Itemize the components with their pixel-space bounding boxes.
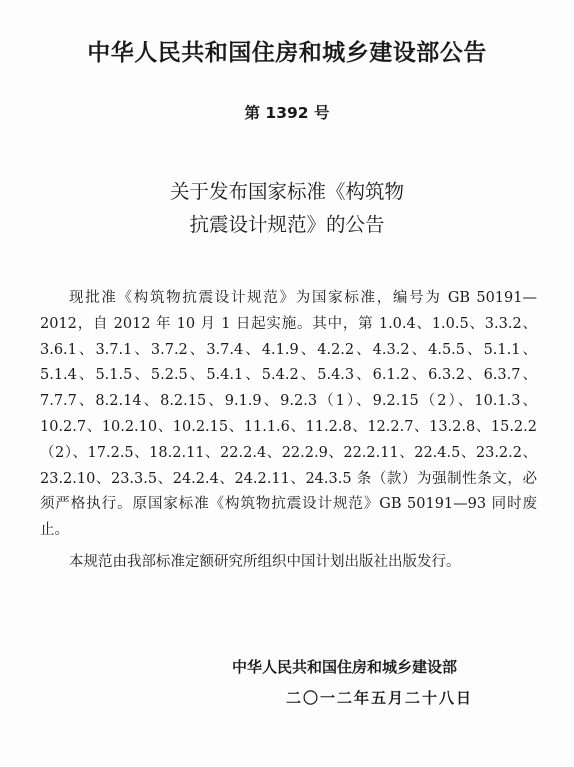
announcement-number: 第 1392 号 — [244, 104, 330, 122]
announcement-body — [40, 286, 537, 576]
issue-date: 二〇一二年五月二十八日 — [286, 689, 474, 707]
body-paragraph-1: 现批准《构筑物抗震设计规范》为国家标准，编号为 GB 50191—2012，自 2012 年 10 月 1 日起实施。其中，第 1.0.4、1.0.5、3.3.2、3.6.1、3.7.1、3.7.2、3.7.4、4.1.9、4.2.2、4.3.2、4.5.5、5.1.1、5.1.4、5.1.5、5.2.5、5.4.1、5.4.2、5.4.3、6.1.2、6.3.2、6.3.7、7.7.7、8.2.14、8.2.15、9.1.9、9.2.3（1）、9.2.15（2）、10.1.3、10.2.7、10.2.10、10.2.15、11.1.6、11.2.8、12.2.7、13.2.8、15.2.2（2）、17.2.5、18.2.11、22.2.4、22.2.9、22.2.11、22.4.5、23.2.2、23.2.10、23.3.5、24.2.4、24.2.11、24.3.5 条（款）为强制性条文，必须严格执行。原国家标准《构筑物抗震设计规范》GB 50191—93 同时废止。 — [40, 290, 537, 539]
subject-line-2: 抗震设计规范》的公告 — [189, 213, 385, 236]
announcement-subject — [0, 175, 574, 241]
announcement-header-title: 中华人民共和国住房和城乡建设部公告 — [87, 40, 487, 66]
body-paragraph-2: 本规范由我部标准定额研究所组织中国计划出版社出版发行。 — [69, 553, 461, 570]
subject-line-1: 关于发布国家标准《构筑物 — [169, 180, 404, 203]
issuer-signature: 中华人民共和国住房和城乡建设部 — [232, 658, 458, 676]
